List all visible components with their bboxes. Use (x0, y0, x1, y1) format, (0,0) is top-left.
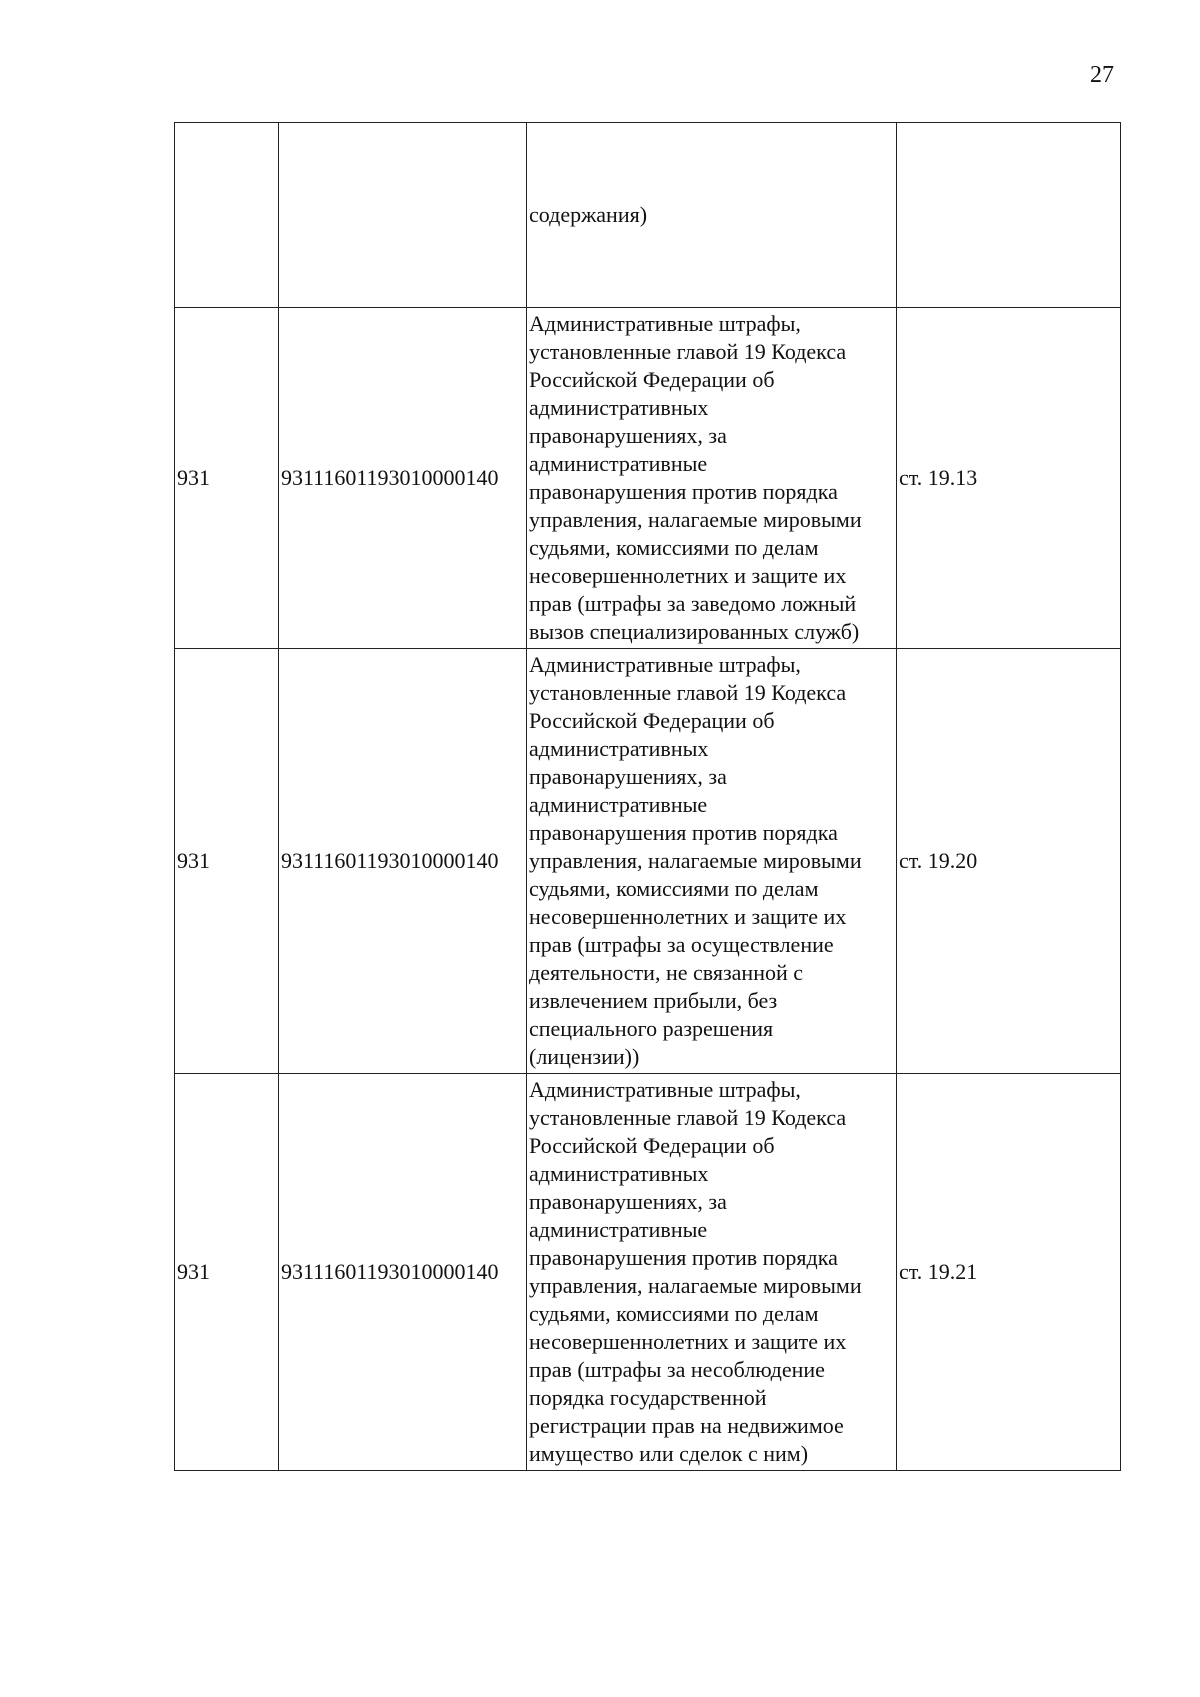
table-row (175, 649, 1121, 1074)
description-cell: Административные штрафы, установленные главой 19 Кодекса Российской Федерации об административных правонарушениях, за административные правонарушения против порядка управления, налагаемые мировыми судьями, комиссиями по делам несовершеннолетних и защите их прав (штрафы за заведомо ложный вызов специализированных служб) (527, 308, 897, 649)
kbk-cell: 93111601193010000140 (279, 649, 527, 1074)
admin-code-cell: 931 (175, 649, 279, 1074)
article-cell (897, 123, 1121, 308)
description-cell: Административные штрафы, установленные главой 19 Кодекса Российской Федерации об административных правонарушениях, за административные правонарушения против порядка управления, налагаемые мировыми судьями, комиссиями по делам несовершеннолетних и защите их прав (штрафы за несоблюдение порядка государственной регистрации прав на недвижимое имущество или сделок с ним) (527, 1074, 897, 1471)
table-row-continued (175, 123, 1121, 308)
description-cell: Административные штрафы, установленные главой 19 Кодекса Российской Федерации об административных правонарушениях, за административные правонарушения против порядка управления, налагаемые мировыми судьями, комиссиями по делам несовершеннолетних и защите их прав (штрафы за осуществление деятельности, не связанной с извлечением прибыли, без специального разрешения (лицензии)) (527, 649, 897, 1074)
kbk-cell: 93111601193010000140 (279, 1074, 527, 1471)
table-row (175, 1074, 1121, 1471)
description-cell: содержания) (527, 123, 897, 308)
article-cell: ст. 19.20 (897, 649, 1121, 1074)
page-number: 27 (1090, 62, 1114, 88)
admin-code-cell: 931 (175, 1074, 279, 1471)
admin-code-cell: 931 (175, 308, 279, 649)
table-row (175, 308, 1121, 649)
admin-code-cell (175, 123, 279, 308)
kbk-cell: 93111601193010000140 (279, 308, 527, 649)
fines-table (174, 122, 1121, 1471)
article-cell: ст. 19.13 (897, 308, 1121, 649)
kbk-cell (279, 123, 527, 308)
article-cell: ст. 19.21 (897, 1074, 1121, 1471)
